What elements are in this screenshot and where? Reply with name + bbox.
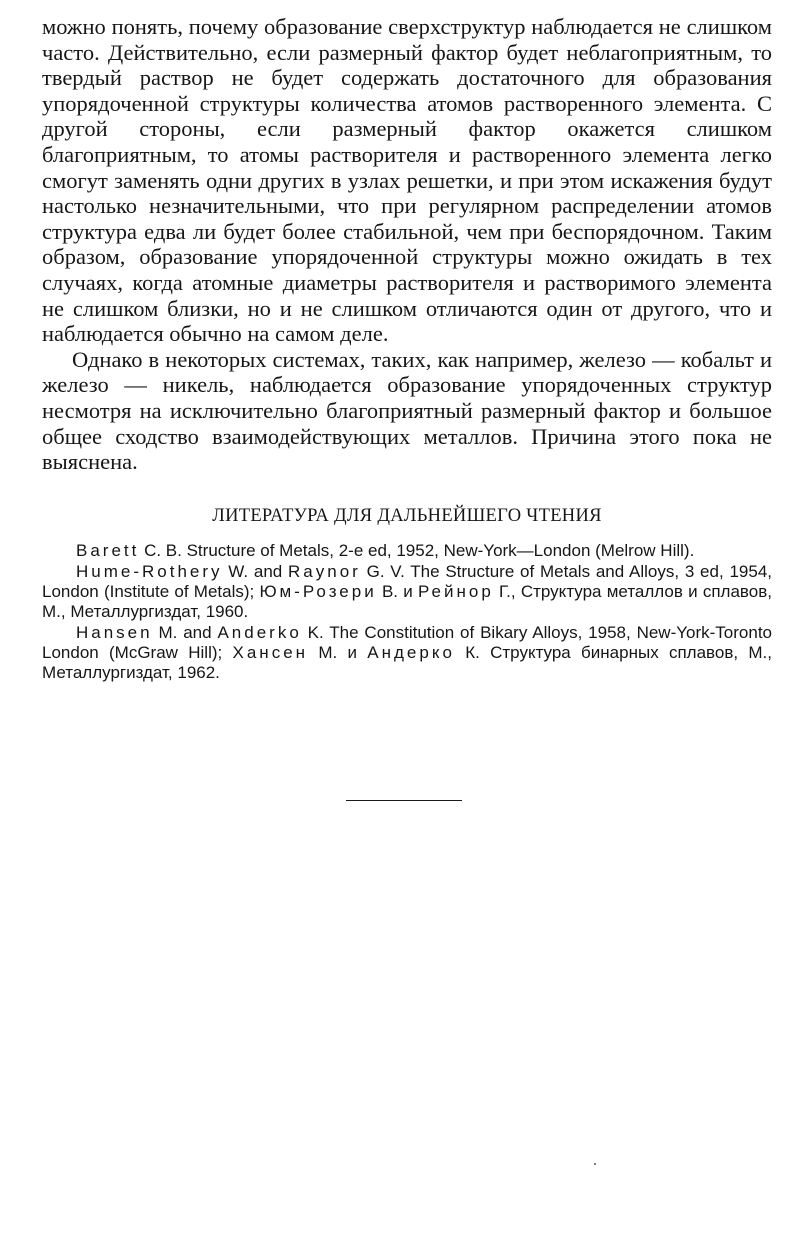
reference-text: M. and [152, 622, 218, 642]
reference-author: Юм-Розери [259, 581, 377, 601]
print-speck [594, 1163, 596, 1165]
reference-author: Hume-Rothery [76, 561, 223, 581]
reference-text: K. The Constitution of Bikary Alloys, 1958, New-York-Toronto London (McGraw Hill); [42, 622, 773, 662]
reference-author: Андерко [367, 642, 455, 662]
reference-author: Raynor [288, 561, 361, 581]
body-paragraph-1: можно понять, почему образование сверхструктур наблюдается не слишком часто. Действительно, если размерный фактор будет неблагоприятным, то твердый раствор не будет содержать достаточного для образования упорядоченной структуры количества атомов растворенного элемента. С другой стороны, если размерный фактор окажется слишком благоприятным, то атомы растворителя и растворенного элемента легко смогут заменять одни других в узлах решетки, и при этом искажения будут настолько незначительными, что при регулярном распределении атомов структура едва ли будет более стабильной, чем при беспорядочном. Таким образом, образование упорядоченной структуры можно ожидать в тех случаях, когда атомные диаметры растворителя и растворимого элемента не слишком близки, но и не слишком отличаются один от другого, что и наблюдается обычно на самом деле. [42, 14, 772, 347]
reference-text: G. V. The Structure of Metals and Alloys, 3 ed, 1954, London (Institute of Metals); [42, 561, 772, 601]
reference-text: М. и [308, 642, 368, 662]
reference-text: C. B. Structure of Metals, 2-e ed, 1952, New-York—London (Melrow Hill). [139, 540, 695, 560]
reference-author: Anderko [217, 622, 302, 642]
reference-item [42, 623, 772, 683]
reference-text: W. and [222, 561, 289, 581]
reference-author: Hansen [76, 622, 153, 642]
reference-text: В. и [376, 581, 418, 601]
reference-author: Barett [76, 540, 140, 560]
reference-item [42, 562, 772, 622]
reference-author: Хансен [232, 642, 309, 662]
body-paragraph-2: Однако в некоторых системах, таких, как например, железо — кобальт и железо — никель, наблюдается образование упорядоченных структур несмотря на исключительно благоприятный размерный фактор и большое общее сходство взаимодействующих металлов. Причина этого пока не выяснена. [42, 346, 772, 475]
page-content [42, 14, 772, 684]
reference-text: К. Структура бинарных сплавов, М., Металлургиздат, 1962. [42, 642, 772, 682]
section-heading: ЛИТЕРАТУРА ДЛЯ ДАЛЬНЕЙШЕГО ЧТЕНИЯ [212, 505, 602, 526]
reference-item [42, 541, 772, 561]
reference-list [42, 541, 772, 683]
reference-text: Г., Структура металлов и сплавов, М., Металлургиздат, 1960. [42, 581, 772, 621]
reference-author: Рейнор [417, 581, 494, 601]
section-end-rule [346, 800, 462, 801]
